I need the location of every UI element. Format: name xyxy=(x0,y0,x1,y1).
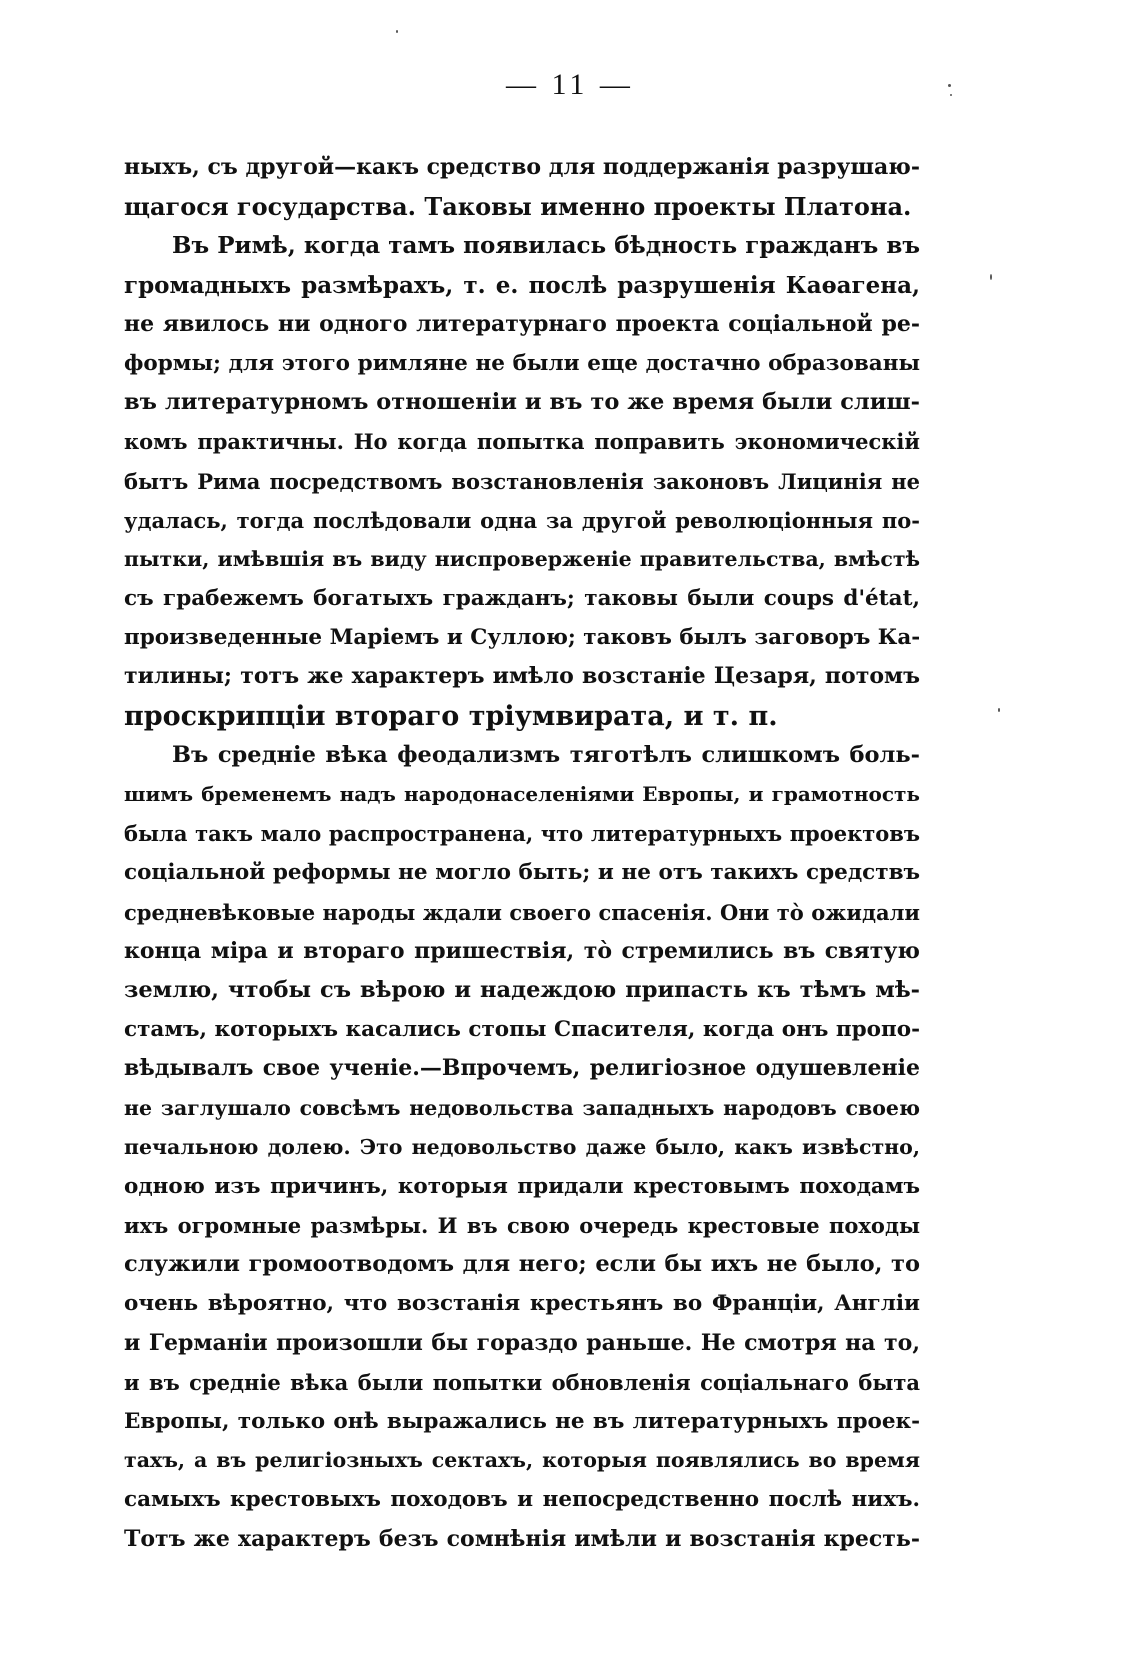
text-line: служили громоотводомъ для него; если бы ихъ не было, то xyxy=(124,1251,920,1278)
text-line: пытки, имѣвшія въ виду ниспроверженіе правительства, вмѣстѣ xyxy=(124,546,920,571)
text-line: и въ средніе вѣка были попытки обновленія соціальнаго быта xyxy=(124,1369,920,1395)
text-line: землю, чтобы съ вѣрою и надеждою припасть къ тѣмъ мѣ- xyxy=(124,976,920,1003)
text-line: конца міра и втораго пришествія, тò стремились въ святую xyxy=(124,937,920,964)
text-line: средневѣковые народы ждали своего спасенія. Они тò ожидали xyxy=(124,899,920,925)
text-line: щагося государства. Таковы именно проекты Платона. xyxy=(124,192,912,222)
text-line: съ грабежемъ богатыхъ гражданъ; таковы были coups d'état, xyxy=(124,586,920,612)
scan-speck xyxy=(990,274,992,280)
text-line: и Германіи произошли бы гораздо раньше. Не смотря на то, xyxy=(124,1329,920,1356)
text-line: Европы, только онѣ выражались не въ литературныхъ проек- xyxy=(124,1409,920,1434)
text-body xyxy=(124,148,920,1559)
text-line: тилины; тотъ же характеръ имѣло возстаніе Цезаря, потомъ xyxy=(124,663,920,690)
text-line: очень вѣроятно, что возстанія крестьянъ во Франціи, Англіи xyxy=(124,1291,920,1317)
text-line: стамъ, которыхъ касались стопы Спасителя, когда онъ пропо- xyxy=(124,1017,920,1043)
text-line: комъ практичны. Но когда попытка поправить экономическій xyxy=(124,429,920,455)
text-line: была такъ мало распространена, что литературныхъ проектовъ xyxy=(124,821,920,847)
text-line: удалась, тогда послѣдовали одна за другой революціонныя по- xyxy=(124,507,920,533)
scan-speck xyxy=(950,94,952,96)
scan-speck xyxy=(998,708,1000,712)
text-line: въ литературномъ отношеніи и въ то же время были слиш- xyxy=(124,389,920,416)
text-line: громадныхъ размѣрахъ, т. е. послѣ разрушенія Каѳагена, xyxy=(124,271,920,299)
scan-speck xyxy=(948,84,951,87)
text-line: одною изъ причинъ, которыя придали крестовымъ походамъ xyxy=(124,1173,920,1199)
text-line: не заглушало совсѣмъ недовольства западныхъ народовъ своею xyxy=(124,1095,920,1120)
text-line: самыхъ крестовыхъ походовъ и непосредственно послѣ нихъ. xyxy=(124,1487,920,1513)
text-line: проскрипціи втораго тріумвирата, и т. п. xyxy=(124,700,778,732)
text-line: соціальной реформы не могло быть; и не отъ такихъ средствъ xyxy=(124,860,920,886)
text-line: шимъ бременемъ надъ народонаселеніями Европы, и грамотность xyxy=(124,782,920,806)
text-line: вѣдывалъ свое ученіе.—Впрочемъ, религіозное одушевленіе xyxy=(124,1055,920,1082)
text-line: тахъ, а въ религіозныхъ сектахъ, которыя появлялись во время xyxy=(124,1448,920,1473)
text-line: произведенные Маріемъ и Суллою; таковъ былъ заговоръ Ка- xyxy=(124,625,920,651)
text-line: Тотъ же характеръ безъ сомнѣнія имѣли и возстанія кресть- xyxy=(124,1525,920,1552)
text-line: ныхъ, съ другой—какъ средство для поддержанія разрушаю- xyxy=(124,154,920,180)
text-line: не явилось ни одного литературнаго проекта соціальной ре- xyxy=(124,310,920,337)
scan-speck xyxy=(396,30,398,33)
text-line: печальною долею. Это недовольство даже было, какъ извѣстно, xyxy=(124,1134,920,1159)
paragraph-first-line: Въ Римѣ, когда тамъ появилась бѣдность гражданъ въ xyxy=(172,232,920,260)
paragraph-first-line: Въ средніе вѣка феодализмъ тяготѣлъ слишкомъ боль- xyxy=(172,741,920,768)
text-line: ихъ огромные размѣры. И въ свою очередь крестовые походы xyxy=(124,1213,920,1239)
text-line: бытъ Рима посредствомъ возстановленія законовъ Лицинія не xyxy=(124,468,920,494)
text-line: формы; для этого римляне не были еще достачно образованы xyxy=(124,350,920,376)
page-number: — 11 — xyxy=(506,68,634,101)
